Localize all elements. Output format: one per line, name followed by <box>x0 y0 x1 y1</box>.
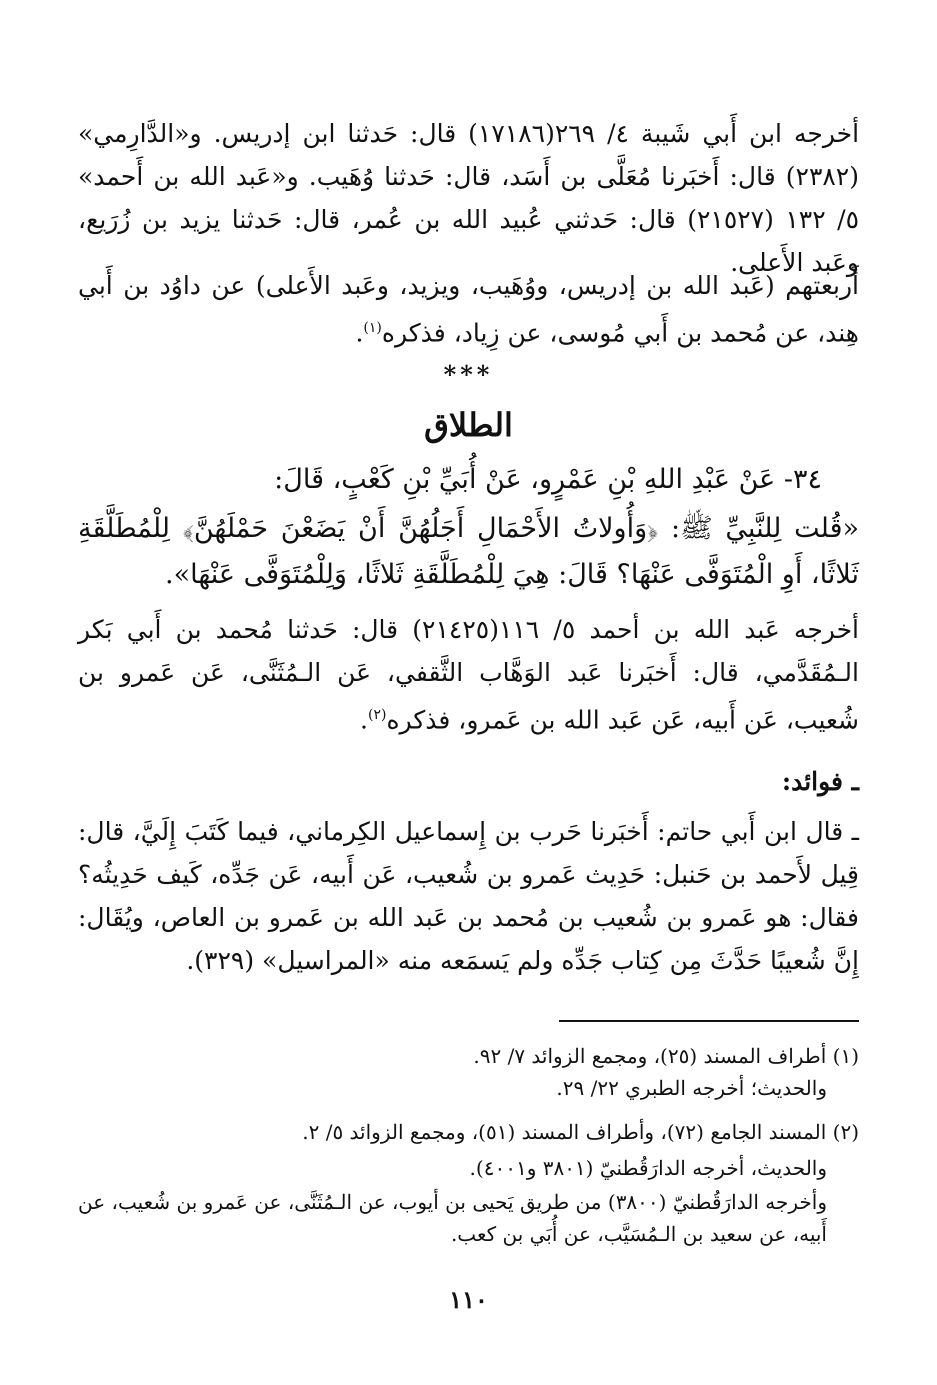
footnote-1-line-1: (١) أطراف المسند (٢٥)، ومجمع الزوائد ٧/ ٩٢. <box>473 1044 859 1068</box>
footnote-2-line-3: وأخرجه الدارَقُطنيّ (٣٨٠٠) من طريق يَحيى بن أيوب، عن الـمُثَنَّى، عن عَمرو بن شُعيب، عن أَبيه، عن سعيد بن الـمُسَيَّب، عن أُبَي بن كعب. <box>78 1190 827 1246</box>
takhrij-paragraph-1 <box>78 112 859 284</box>
footnote-ref-2: (٢) <box>367 707 387 723</box>
footnote-2-line-1: (٢) المسند الجامع (٧٢)، وأطراف المسند (٥١)، ومجمع الزوائد ٥/ ٢. <box>302 1120 859 1144</box>
takhrij-paragraph-2: أَربعتهم (عَبد الله بن إدريس، ووُهَيب، ويزيد، وعَبد الأَعلى) عن داوُد بن أَبي هِند، عن مُحمد بن أَبي مُوسى، عن زِياد، فذكره$^{(١)}$. <box>78 271 859 348</box>
fawaid-paragraph <box>78 810 859 982</box>
hadith-text: «قُلت لِلنَّبِيِّ ﷺ: ﴿وَأُولاتُ الأَحْمَالِ أَجَلُهُنَّ أَنْ يَضَعْنَ حَمْلَهُنَّ﴾ لِلْمُطَلَّقَةِ ثَلاثًا، أَوِ الْمُتَوَفَّى عَنْهَا؟ قَالَ: هِيَ لِلْمُطَلَّقَةِ ثَلاثًا، وَلِلْمُتَوَفَّى عَنْهَا». <box>78 513 859 590</box>
takhrij-paragraph-2-text: أَربعتهم (عَبد الله بن إدريس، ووُهَيب، ويزيد، وعَبد الأَعلى) عن داوُد بن أَبي هِند، عن مُحمد بن أَبي مُوسى، عن زِياد، فذكره <box>78 271 859 348</box>
takhrij-paragraph-3-text: أخرجه عَبد الله بن أحمد ٥/ ١١٦(٢١٤٢٥) قال: حَدثنا مُحمد بن أَبي بَكر الـمُقَدَّمي، قال: أَخبَرنا عَبد الوَهَّاب الثَّقفي، عَن الـمُثَنَّى، عَن عَمرو بن شُعيب، عَن أَبيه، عَن عَبد الله بن عَمرو، فذكره <box>78 615 860 735</box>
section-separator: *** <box>443 360 494 389</box>
footnote-divider <box>559 1020 859 1022</box>
footnote-2-line-2: والحديث، أخرجه الدارَقُطنيّ (٣٨٠١ و٤٠٠١). <box>469 1156 827 1180</box>
takhrij-paragraph-1-text: أخرجه ابن أَبي شَيبة ٤/ ٢٦٩(١٧١٨٦) قال: حَدثنا ابن إدريس. و«الدَّارِمي» (٢٣٨٢) قال: أَخبَرنا مُعَلَّى بن أَسَد، قال: حَدثنا وُهَيب. و«عَبد الله بن أَحمد» ٥/ ١٣٢ (٢١٥٢٧) قال: حَدثني عُبيد الله بن عُمر، قال: حَدثنا يزيد بن زُرَيع، وعَبد الأَعلى. <box>78 119 860 277</box>
fawaid-label: ـ فوائد: <box>781 767 859 796</box>
page-number: ١١٠ <box>449 1285 488 1314</box>
fawaid-paragraph-text: ـ قال ابن أَبي حاتم: أَخبَرنا حَرب بن إِسماعيل الكِرماني، فيما كَتَبَ إِلَيَّ، قال: قِيل لأَحمد بن حَنبل: حَدِيث عَمرو بن شُعيب، عَن أَبيه، عَن جَدِّه، كَيف حَدِيثُه؟ فقال: هو عَمرو بن شُعيب بن مُحمد بن عَبد الله بن عَمرو بن العاص، ويُقَال: إِنَّ شُعيبًا حَدَّثَ مِن كِتاب جَدِّه ولم يَسمَعه منه «المراسيل» (٣٢٩). <box>78 817 859 975</box>
chapter-heading: الطلاق <box>424 406 513 444</box>
hadith-header: ٣٤- عَنْ عَبْدِ اللهِ بْنِ عَمْرٍو، عَنْ أُبَيِّ بْنِ كَعْبٍ، قَالَ: <box>274 464 822 495</box>
takhrij-paragraph-3: أخرجه عَبد الله بن أحمد ٥/ ١١٦(٢١٤٢٥) قال: حَدثنا مُحمد بن أَبي بَكر الـمُقَدَّمي، قال: أَخبَرنا عَبد الوَهَّاب الثَّقفي، عَن الـمُثَنَّى، عَن عَمرو بن شُعيب، عَن أَبيه، عَن عَبد الله بن عَمرو، فذكره$^{(٢)}$. <box>78 615 860 735</box>
footnote-1-line-2: والحديث؛ أخرجه الطبري ٢٢/ ٢٩. <box>556 1076 827 1100</box>
footnote-ref-1: (١) <box>363 320 382 336</box>
